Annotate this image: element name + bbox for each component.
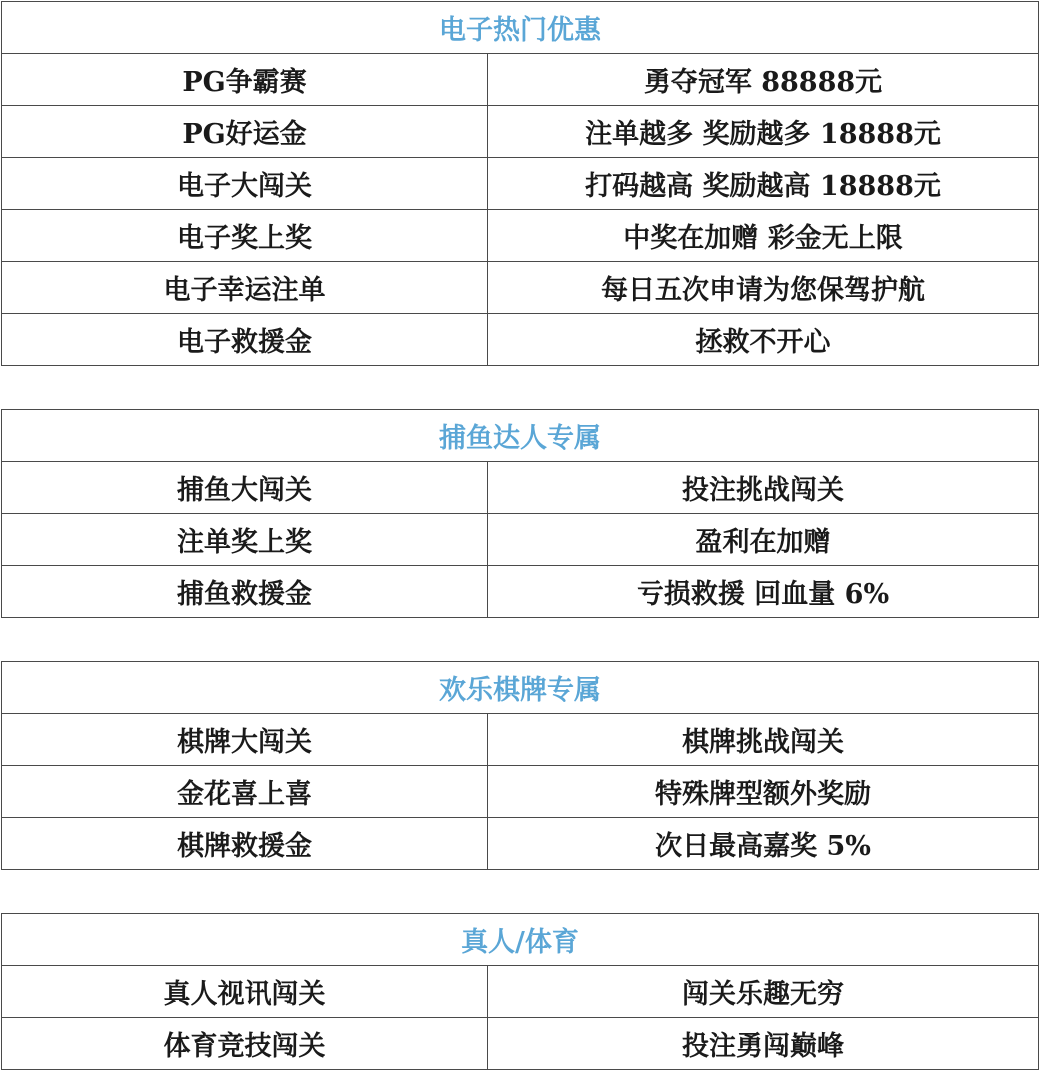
table-header-row: [2, 2, 1039, 54]
promo-name: 注单奖上奖: [2, 514, 488, 566]
table-row: [2, 766, 1039, 818]
section-title: 捕鱼达人专属: [2, 410, 1039, 462]
promo-name: 电子救援金: [2, 314, 488, 366]
table-row: [2, 1018, 1039, 1070]
table-header-row: [2, 662, 1039, 714]
promo-name: 电子奖上奖: [2, 210, 488, 262]
section-title: 欢乐棋牌专属: [2, 662, 1039, 714]
promo-desc: 勇夺冠军 88888元: [488, 54, 1039, 106]
promo-desc: 棋牌挑战闯关: [488, 714, 1039, 766]
promo-desc: 亏损救援 回血量 6%: [488, 566, 1039, 618]
promo-desc: 投注挑战闯关: [488, 462, 1039, 514]
table-row: [2, 566, 1039, 618]
promo-desc: 闯关乐趣无穷: [488, 966, 1039, 1018]
promo-table-cards: [1, 661, 1039, 870]
table-header-row: [2, 410, 1039, 462]
promo-desc: 注单越多 奖励越多 18888元: [488, 106, 1039, 158]
promo-desc: 每日五次申请为您保驾护航: [488, 262, 1039, 314]
table-row: [2, 714, 1039, 766]
table-row: [2, 54, 1039, 106]
promo-desc: 盈利在加赠: [488, 514, 1039, 566]
table-header-row: [2, 914, 1039, 966]
table-row: [2, 262, 1039, 314]
promo-name: 电子大闯关: [2, 158, 488, 210]
promo-name: 捕鱼大闯关: [2, 462, 488, 514]
promo-table-slots: [1, 1, 1039, 366]
promo-table-live-sports: [1, 913, 1039, 1070]
promo-desc: 拯救不开心: [488, 314, 1039, 366]
promo-name: 真人视讯闯关: [2, 966, 488, 1018]
table-row: [2, 966, 1039, 1018]
promo-name: 金花喜上喜: [2, 766, 488, 818]
section-title: 电子热门优惠: [2, 2, 1039, 54]
promo-name: 棋牌救援金: [2, 818, 488, 870]
promo-name: 体育竞技闯关: [2, 1018, 488, 1070]
table-row: [2, 158, 1039, 210]
table-row: [2, 818, 1039, 870]
table-row: [2, 314, 1039, 366]
promo-name: PG争霸赛: [2, 54, 488, 106]
promo-table-fishing: [1, 409, 1039, 618]
section-title: 真人/体育: [2, 914, 1039, 966]
promo-name: 电子幸运注单: [2, 262, 488, 314]
table-row: [2, 106, 1039, 158]
promo-desc: 打码越高 奖励越高 18888元: [488, 158, 1039, 210]
promo-desc: 次日最高嘉奖 5%: [488, 818, 1039, 870]
promo-desc: 特殊牌型额外奖励: [488, 766, 1039, 818]
promo-name: 棋牌大闯关: [2, 714, 488, 766]
promo-desc: 中奖在加赠 彩金无上限: [488, 210, 1039, 262]
promo-name: 捕鱼救援金: [2, 566, 488, 618]
table-row: [2, 210, 1039, 262]
promo-desc: 投注勇闯巅峰: [488, 1018, 1039, 1070]
promo-name: PG好运金: [2, 106, 488, 158]
table-row: [2, 462, 1039, 514]
table-row: [2, 514, 1039, 566]
